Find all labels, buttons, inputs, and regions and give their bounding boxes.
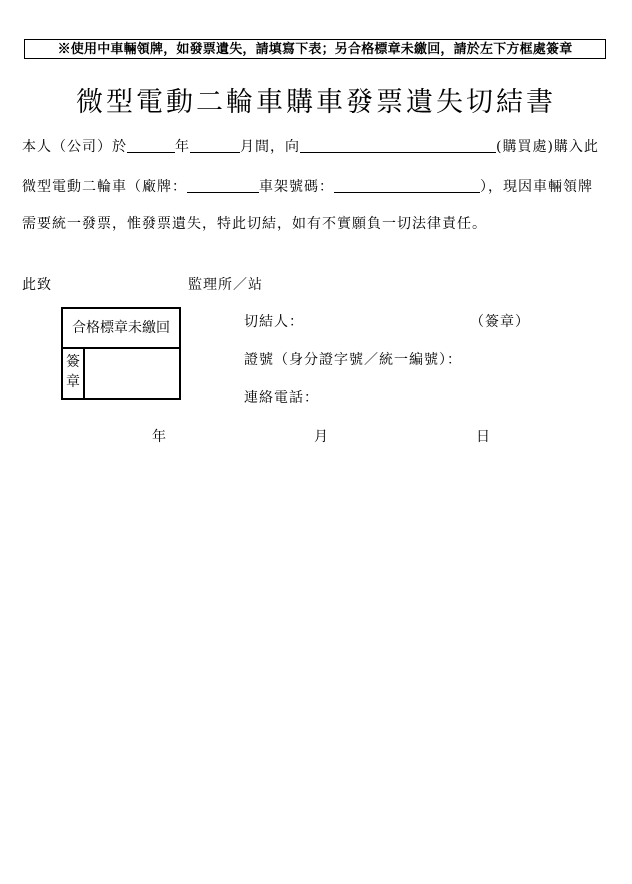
notice-banner: ※使用中車輛領牌，如發票遺失，請填寫下表；另合格標章未繳回，請於左下方框處簽章 [24, 39, 606, 59]
addressee-label: 此致 [22, 277, 52, 293]
line2-frame: 車架號碼： [259, 179, 334, 195]
id-number-label: 證號（身分證字號／統一編號）： [244, 352, 462, 368]
seller-blank[interactable] [300, 138, 496, 153]
line2-prefix: 微型電動二輪車（廠牌： [22, 179, 187, 195]
month-blank[interactable] [190, 138, 240, 153]
stamp-box-side-label [63, 349, 85, 398]
line1-year: 年 [175, 139, 190, 155]
statement-line-3: 需要統一發票，惟發票遺失，特此切結，如有不實願負一切法律責任。 [22, 216, 487, 232]
statement-line-1 [22, 136, 599, 156]
line2-suffix: ），現因車輛領牌 [480, 179, 593, 195]
line1-suffix: (購買處)購入此 [496, 139, 599, 155]
date-year: 年 [152, 429, 167, 445]
stamp-side-bottom: 章 [66, 374, 80, 390]
frame-number-blank[interactable] [334, 178, 480, 193]
date-month: 月 [314, 429, 329, 445]
statement-line-2 [22, 176, 593, 196]
signer-label: 切結人： [244, 314, 304, 330]
stamp-side-top: 簽 [66, 354, 80, 370]
stamp-box-header: 合格標章未繳回 [63, 309, 179, 349]
addressee-office: 監理所／站 [188, 277, 263, 293]
brand-blank[interactable] [187, 178, 259, 193]
page-title: 微型電動二輪車購車發票遺失切結書 [76, 87, 556, 118]
stamp-box[interactable] [61, 307, 181, 400]
line1-prefix: 本人（公司）於 [22, 139, 127, 155]
date-day: 日 [476, 429, 491, 445]
phone-label: 連絡電話： [244, 390, 319, 406]
year-blank[interactable] [127, 138, 175, 153]
seal-label: （簽章） [470, 314, 530, 330]
line1-month-period: 月間，向 [240, 139, 300, 155]
